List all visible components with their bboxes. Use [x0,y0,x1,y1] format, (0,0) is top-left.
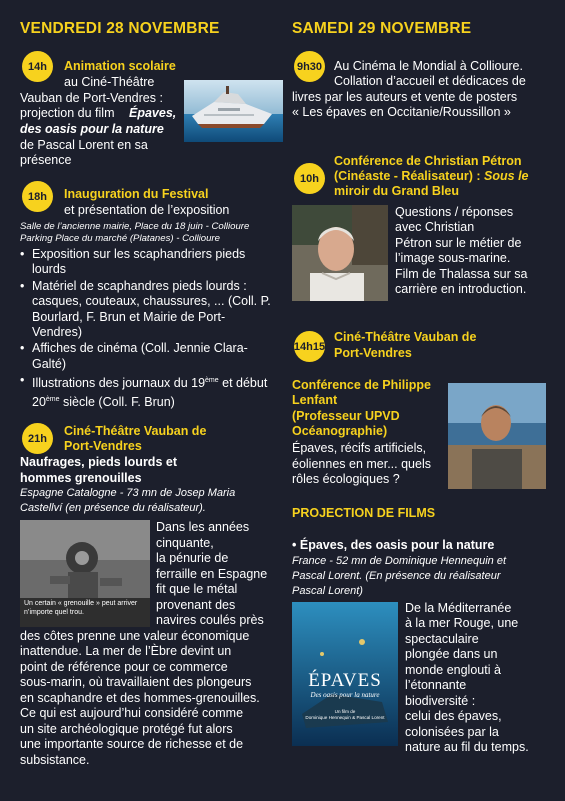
time-badge-18h: 18h [22,181,53,212]
projection-film-name: Épaves, des oasis pour la nature [299,538,495,552]
body-text: une importante source de richesse et de [20,737,244,751]
christian-petron-photo [292,205,388,301]
conference-title [334,169,529,184]
event-title-animation: Animation scolaire [64,59,176,73]
side-text: à la mer Rouge, une [405,616,519,630]
conference-role: (Cinéaste - Réalisateur) : [334,169,485,183]
venue-title: Port-Vendres [64,439,142,453]
superscript: ème [45,395,60,403]
side-text: Film de Thalassa sur sa [395,267,528,281]
event-text: livres par les auteurs et vente de posters [292,90,518,104]
side-text: fit que le métal [156,582,238,596]
venue-title: Ciné-Théâtre Vauban de [334,330,477,344]
time-badge-14h15: 14h15 [294,331,325,362]
side-text: colonisées par la [405,725,499,739]
side-text: ferraille en Espagne [156,567,268,581]
side-text: cinquante, [156,536,214,550]
body-text: point de référence pour ce commerce [20,660,228,674]
body-text: en scaphandre et des hommes-grenouilles. [20,691,260,705]
day-title-saturday: SAMEDI 29 NOVEMBRE [292,20,472,37]
time-badge-21h: 21h [22,423,53,454]
film-title: des oasis pour la nature [20,122,164,136]
body-text: sous-marin, où travaillaient des plongeurs [20,675,252,689]
shipwreck-photo [184,80,283,142]
body-text: des côtes prenne une valeur économique [20,629,250,643]
poster-credit: Dominique Hennequin & Pascal Lorent [305,715,385,720]
side-text: Questions / réponses [395,205,514,219]
poster-subtitle: Des oasis pour la nature [310,691,380,699]
event-text: Collation d’accueil et dédicaces de [334,74,526,88]
conference-title: Conférence de Philippe [292,378,431,392]
body-text: Ce qui est aujourd’hui considéré comme [20,706,244,720]
side-text: avec Christian [395,220,475,234]
film-title: hommes grenouilles [20,471,142,485]
side-text: celui des épaves, [405,709,502,723]
body-text: subsistance. [20,753,90,767]
day-title-friday: VENDREDI 28 NOVEMBRE [20,20,220,37]
side-text: carrière en introduction. [395,282,527,296]
side-text: la pénurie de [156,551,229,565]
body-text: éoliennes en mer... quels [292,457,431,471]
poster-title: ÉPAVES [308,670,382,691]
body-text: inattendue. La mer de l’Èbre devint un [20,644,232,658]
list-item: • Affiches de cinéma (Coll. Jennie Clara-Galté) [20,341,272,372]
side-text: Dans les années [156,520,250,534]
event-text: « Les épaves en Occitanie/Roussillon » [292,105,511,119]
poster-credit: Un film de [334,709,356,714]
conference-film: Sous le [484,169,529,183]
event-text: présence [20,153,72,167]
side-text: monde englouti à [405,663,501,677]
projection-heading: PROJECTION DE FILMS [292,506,436,520]
side-text: nature au fil du temps. [405,740,529,754]
conference-title: Océanographie) [292,424,388,438]
conference-title: (Professeur UPVD [292,409,400,423]
time-badge-10h: 10h [294,163,325,194]
projection-film-title: • Épaves, des oasis pour la nature [292,538,495,552]
body-text: Épaves, récifs artificiels, [292,441,427,455]
list-item [20,373,272,410]
film-title: Épaves, [129,106,177,120]
venue-title: Ciné-Théâtre Vauban de [64,424,207,438]
film-credit: Castellví (en présence du réalisateur). [20,502,206,514]
event-text: Vauban de Port-Vendres : [20,91,163,105]
still-caption [24,599,137,617]
philippe-lenfant-photo [448,383,546,489]
side-text: navires coulés près [156,613,264,627]
event-text: de Pascal Lorent en sa [20,138,148,152]
side-text: plongée dans un [405,647,498,661]
venue-line: Salle de l’ancienne mairie, Place du 18 juin - Collioure [20,221,250,232]
body-text: rôles écologiques ? [292,472,400,486]
time-badge-9h30: 9h30 [294,51,325,82]
conference-title: Lenfant [292,393,338,407]
film-credit: Espagne Catalogne - 73 mn de Josep Maria [20,487,236,499]
event-text: et présentation de l’exposition [64,203,230,217]
list-item: • Matériel de scaphandres pieds lourds : casques, couteaux, chaussures, ... (Coll. P. Bourlard, F. Brun et Mairie de Port-Vendres) [20,279,272,341]
event-text: Au Cinéma le Mondial à Collioure. [334,59,523,73]
still-caption-line: Un certain « grenouille » peut arriver [24,600,138,607]
list-text: siècle (Coll. F. Brun) [59,394,175,409]
side-text: biodiversité : [405,694,476,708]
event-text: projection du film [20,106,115,120]
event-text: au Ciné-Théâtre [64,75,155,89]
conference-film: miroir du Grand Bleu [334,184,460,198]
venue-title: Port-Vendres [334,346,412,360]
film-credit: France - 52 mn de Dominique Hennequin et [292,555,507,567]
superscript: ème [205,377,219,385]
list-text: et début 20 [32,376,268,409]
list-text: Illustrations des journaux du 19 [32,376,206,391]
diver-still-photo [20,520,150,627]
event-title-inauguration: Inauguration du Festival [64,187,209,201]
film-poster [292,602,398,746]
exhibition-list [20,247,272,411]
film-credit: Pascal Lorent. (En présence du réalisateur [292,570,501,582]
film-credit: Pascal Lorent) [292,585,363,597]
side-text: provenant des [156,598,236,612]
venue-line: Parking Place du marché (Platanes) - Collioure [20,233,220,244]
time-badge-14h: 14h [22,51,53,82]
side-text: l’image sous-marine. [395,251,511,265]
list-item: • Exposition sur les scaphandriers pieds lourds [20,247,272,278]
side-text: Pétron sur le métier de [395,236,522,250]
side-text: spectaculaire [405,632,479,646]
conference-title: Conférence de Christian Pétron [334,154,522,168]
still-caption-line: n’importe quel trou. [24,609,84,616]
side-text: l’étonnante [405,678,467,692]
body-text: un site archéologique protégé fut alors [20,722,233,736]
side-text: De la Méditerranée [405,601,512,615]
film-title: Naufrages, pieds lourds et [20,455,177,469]
